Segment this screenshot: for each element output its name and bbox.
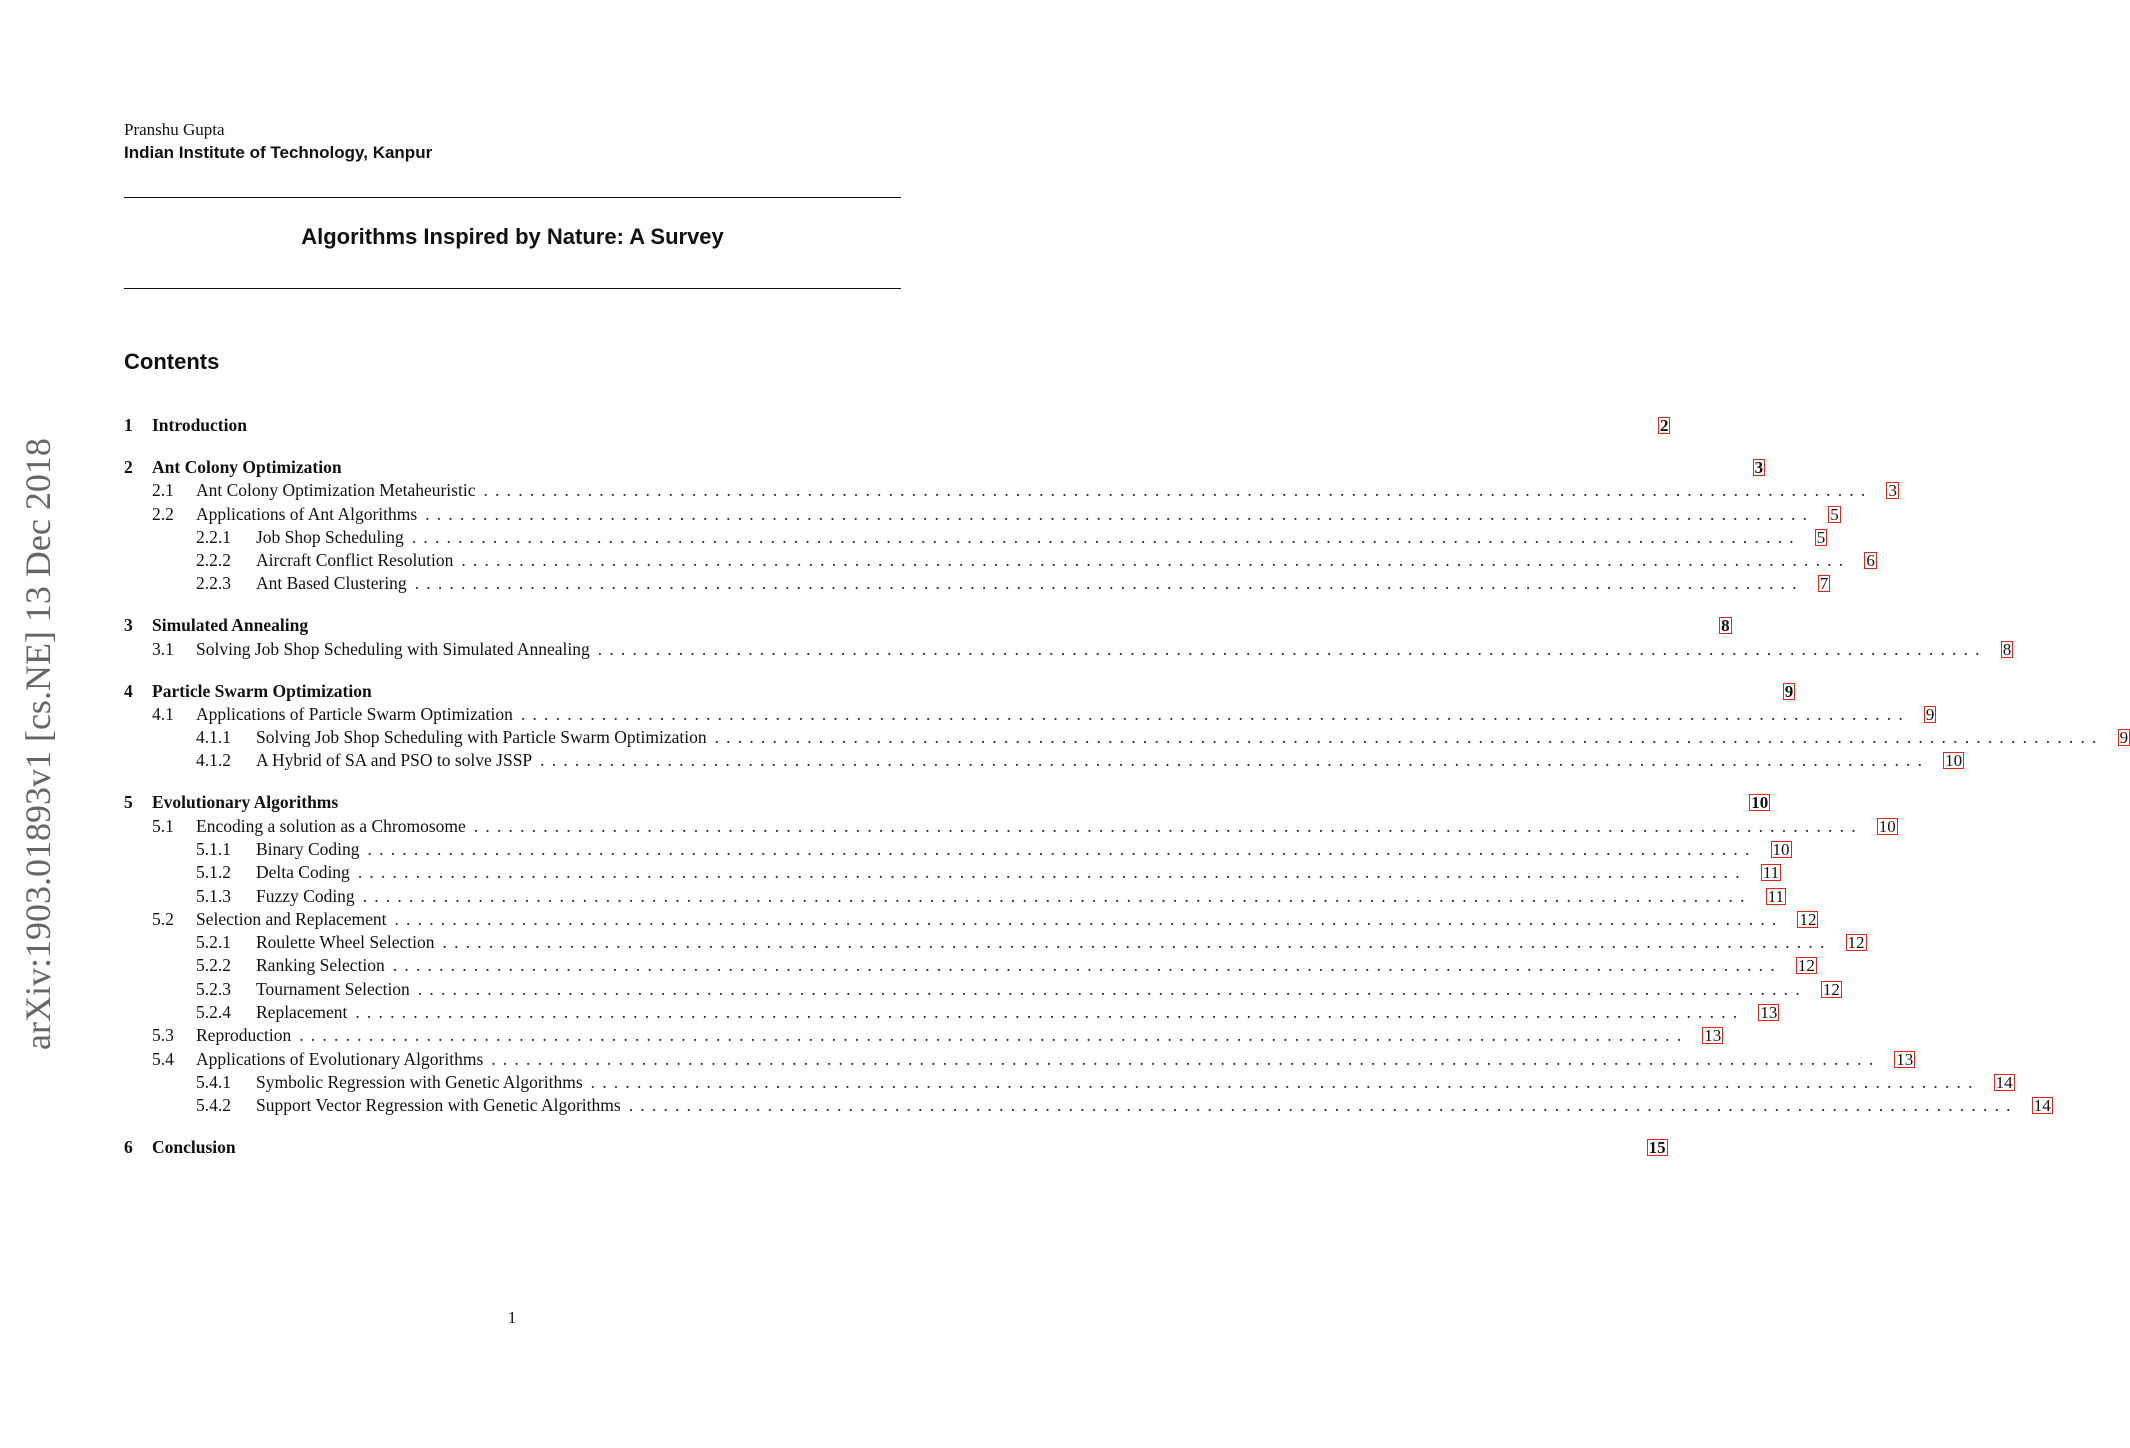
toc-entry-title[interactable]: Job Shop Scheduling (256, 526, 404, 547)
toc-entry-title[interactable]: Particle Swarm Optimization (152, 680, 372, 701)
toc-page-link[interactable]: 5 (1830, 504, 1839, 524)
toc-entry-title[interactable]: Evolutionary Algorithms (152, 792, 339, 813)
toc-entry[interactable] (124, 1095, 2051, 1117)
toc-page-link[interactable]: 7 (1819, 574, 1829, 594)
toc-entry-number: 5.4.2 (196, 1095, 231, 1116)
toc-entry-number: 4 (124, 680, 133, 701)
toc-page-link[interactable]: 3 (1754, 457, 1764, 477)
toc-page-link[interactable]: 12 (1822, 979, 1840, 999)
toc-entry[interactable] (124, 550, 1875, 572)
toc-entry-number: 2 (124, 456, 133, 477)
toc-entry-number: 3.1 (152, 638, 174, 659)
toc-page-link[interactable]: 14 (2033, 1096, 2051, 1116)
paper-title: Algorithms Inspired by Nature: A Survey (301, 224, 724, 249)
toc-page-link[interactable]: 2 (1659, 416, 1669, 435)
toc-page-link[interactable]: 10 (1751, 793, 1769, 813)
toc-entry-number: 5.1 (152, 815, 174, 836)
toc-page-link[interactable]: 10 (1945, 751, 1963, 771)
toc-leader-dots: ........................................................................................................................ (597, 638, 1987, 659)
toc-page-link[interactable]: 14 (1995, 1072, 2013, 1092)
toc-entry-number: 3 (124, 615, 133, 636)
toc-leader-dots: ........................................................................................................................ (483, 480, 1873, 501)
toc-entry-title[interactable]: Binary Coding (256, 838, 360, 859)
toc-entry-title[interactable]: A Hybrid of SA and PSO to solve JSSP (256, 750, 533, 771)
toc-entry-number: 5.2.4 (196, 1002, 231, 1022)
toc-entry-title[interactable]: Ranking Selection (256, 955, 385, 976)
toc-page-link[interactable]: 11 (1762, 863, 1780, 883)
toc-entry[interactable] (124, 1002, 1778, 1024)
toc-entry-number: 5.2.1 (196, 932, 231, 953)
toc-entry-title[interactable]: Symbolic Regression with Genetic Algorithms (256, 1071, 583, 1092)
toc-page-link[interactable]: 9 (1925, 704, 1935, 724)
toc-entry-number: 1 (124, 415, 133, 435)
toc-page-link[interactable]: 12 (1847, 933, 1865, 953)
toc-entry[interactable] (124, 615, 1730, 637)
toc-leader-dots: ........................................................................................................................ (355, 1002, 1745, 1022)
toc-leader-dots: ........................................................................................................................ (714, 727, 2104, 748)
toc-entry-number: 5.2.3 (196, 978, 231, 999)
toc-page-link[interactable]: 12 (1799, 909, 1817, 929)
toc-entry[interactable] (124, 932, 1865, 954)
page-number: 1 (507, 1308, 517, 1327)
toc-page-link[interactable]: 5 (1816, 527, 1826, 547)
toc-entry-number: 5.4.1 (196, 1071, 231, 1092)
toc-entry-title[interactable]: Aircraft Conflict Resolution (256, 550, 454, 571)
toc-entry-title[interactable]: Roulette Wheel Selection (256, 932, 435, 953)
toc-entry[interactable] (124, 573, 1829, 595)
toc-leader-dots: ........................................................................................................................ (414, 573, 1804, 594)
toc-entry-number: 4.1.2 (196, 750, 231, 771)
toc-entry-title[interactable]: Introduction (152, 415, 247, 435)
toc-entry-number: 5.3 (152, 1025, 174, 1046)
toc-entry-number: 5.4 (152, 1048, 174, 1069)
toc-entry[interactable] (124, 727, 2129, 749)
toc-entry-title[interactable]: Applications of Particle Swarm Optimization (196, 703, 513, 724)
toc-page-link[interactable]: 10 (1878, 816, 1896, 836)
toc-leader-dots: ........................................................................................................................ (590, 1071, 1980, 1092)
toc-entry-number: 2.1 (152, 480, 174, 501)
title-rule-bottom (124, 288, 901, 289)
contents-heading: Contents (124, 349, 220, 374)
toc-leader-dots: ........................................................................................................................ (367, 838, 1757, 859)
toc-entry[interactable] (124, 838, 1790, 861)
toc-page-link[interactable]: 12 (1797, 956, 1815, 976)
toc-leader-dots: ........................................................................................................................ (540, 750, 1930, 771)
toc-entry-number: 5.1.3 (196, 885, 231, 906)
toc-entry[interactable] (124, 885, 1785, 908)
toc-leader-dots: ........................................................................................................................ (628, 1095, 2018, 1116)
toc-leader-dots: ........................................................................................................................ (394, 908, 1784, 929)
toc-entry-title[interactable]: Delta Coding (256, 862, 350, 883)
toc-leader-dots: ........................................................................................................................ (442, 932, 1832, 953)
toc-entry[interactable] (124, 1071, 2013, 1094)
toc-leader-dots: ........................................................................................................................ (362, 885, 1752, 906)
toc-entry[interactable] (124, 862, 1780, 884)
author-name: Pranshu Gupta (124, 120, 225, 139)
toc-page-link[interactable]: 13 (1760, 1003, 1778, 1022)
toc-entry-title[interactable]: Solving Job Shop Scheduling with Particle Swarm Optimization (256, 727, 707, 748)
toc-page-link[interactable]: 6 (1866, 551, 1875, 571)
toc-entry-number: 4.1.1 (196, 727, 231, 748)
toc-entry[interactable] (124, 638, 2012, 661)
toc-entry-number: 2.2 (152, 503, 174, 524)
toc-entry-number: 2.2.2 (196, 550, 231, 571)
toc-entry[interactable] (124, 456, 1764, 479)
toc-page-link[interactable]: 8 (1721, 616, 1730, 636)
toc-entry-number: 5.1.1 (196, 838, 231, 859)
toc-entry[interactable] (124, 815, 1896, 838)
toc-entry[interactable] (124, 415, 1669, 437)
toc-entry-title[interactable]: Simulated Annealing (152, 615, 309, 636)
toc-entry[interactable] (124, 792, 1769, 814)
toc-page-link[interactable]: 15 (1648, 1138, 1666, 1158)
toc-entry-title[interactable]: Support Vector Regression with Genetic Algorithms (256, 1095, 621, 1116)
toc-leader-dots: ........................................................................................................................ (461, 550, 1851, 571)
toc-leader-dots: ........................................................................................................................ (473, 815, 1863, 836)
toc-page-link[interactable]: 13 (1704, 1026, 1722, 1046)
toc-entry-number: 2.2.1 (196, 526, 231, 547)
toc-entry[interactable] (124, 1137, 1666, 1159)
toc-entry-number: 2.2.3 (196, 573, 231, 594)
toc-page-link[interactable]: 11 (1767, 886, 1785, 906)
toc-entry-title[interactable]: Solving Job Shop Scheduling with Simulated Annealing (196, 638, 590, 659)
toc-entry-title[interactable]: Applications of Ant Algorithms (196, 503, 418, 524)
toc-leader-dots: ........................................................................................................................ (417, 978, 1807, 999)
toc-entry-title[interactable]: Applications of Evolutionary Algorithms (196, 1048, 484, 1069)
toc-leader-dots: ........................................................................................................................ (357, 862, 1747, 883)
toc-leader-dots: ........................................................................................................................ (520, 703, 1910, 724)
toc-entry[interactable] (124, 955, 1815, 977)
toc-page-link[interactable]: 10 (1772, 839, 1790, 859)
toc-page-link[interactable]: 13 (1896, 1049, 1914, 1069)
toc-leader-dots: ........................................................................................................................ (491, 1048, 1881, 1069)
toc-entry-number: 5 (124, 792, 133, 813)
author-affiliation: Indian Institute of Technology, Kanpur (124, 143, 433, 162)
toc-entry-number: 5.1.2 (196, 862, 231, 883)
toc-entry-title[interactable]: Ant Colony Optimization (152, 456, 342, 477)
toc-entry-title[interactable]: Reproduction (196, 1025, 292, 1046)
toc-entry[interactable] (124, 1025, 1722, 1047)
toc-entry-title[interactable]: Ant Based Clustering (256, 573, 407, 594)
toc-entry-title[interactable]: Conclusion (152, 1137, 236, 1158)
toc-entry-number: 5.2 (152, 908, 174, 929)
toc-leader-dots: ........................................................................................................................ (425, 503, 1815, 524)
title-rule-top (124, 197, 901, 198)
toc-leader-dots: ........................................................................................................................ (299, 1025, 1689, 1046)
toc-leader-dots: ........................................................................................................................ (411, 526, 1801, 547)
toc-entry-title[interactable]: Selection and Replacement (196, 908, 387, 929)
toc-entry[interactable] (124, 750, 1963, 772)
toc-page-link[interactable]: 9 (2119, 728, 2129, 748)
toc-entry-title[interactable]: Ant Colony Optimization Metaheuristic (196, 480, 476, 501)
toc-entry[interactable] (124, 503, 1839, 526)
toc-entry-title[interactable]: Replacement (256, 1002, 348, 1022)
toc-entry-number: 6 (124, 1137, 133, 1158)
arxiv-stamp: arXiv:1903.01893v1 [cs.NE] 13 Dec 2018 (18, 438, 58, 1050)
toc-entry-number: 5.2.2 (196, 955, 231, 976)
toc-entry[interactable] (124, 1048, 1914, 1071)
toc-entry-title[interactable]: Fuzzy Coding (256, 885, 355, 906)
toc-page-link[interactable]: 8 (2002, 639, 2012, 659)
toc-entry[interactable] (124, 526, 1826, 549)
toc-entry-title[interactable]: Tournament Selection (256, 978, 410, 999)
toc-entry[interactable] (124, 680, 1794, 703)
toc-entry[interactable] (124, 703, 1935, 726)
toc-entry[interactable] (124, 480, 1897, 502)
toc-entry[interactable] (124, 978, 1840, 1001)
toc-page-link[interactable]: 9 (1784, 681, 1794, 701)
toc-leader-dots: ........................................................................................................................ (392, 955, 1782, 976)
toc-entry-title[interactable]: Encoding a solution as a Chromosome (196, 815, 466, 836)
toc-entry-number: 4.1 (152, 703, 174, 724)
toc-entry[interactable] (124, 908, 1817, 931)
toc-page-link[interactable]: 3 (1888, 481, 1897, 501)
